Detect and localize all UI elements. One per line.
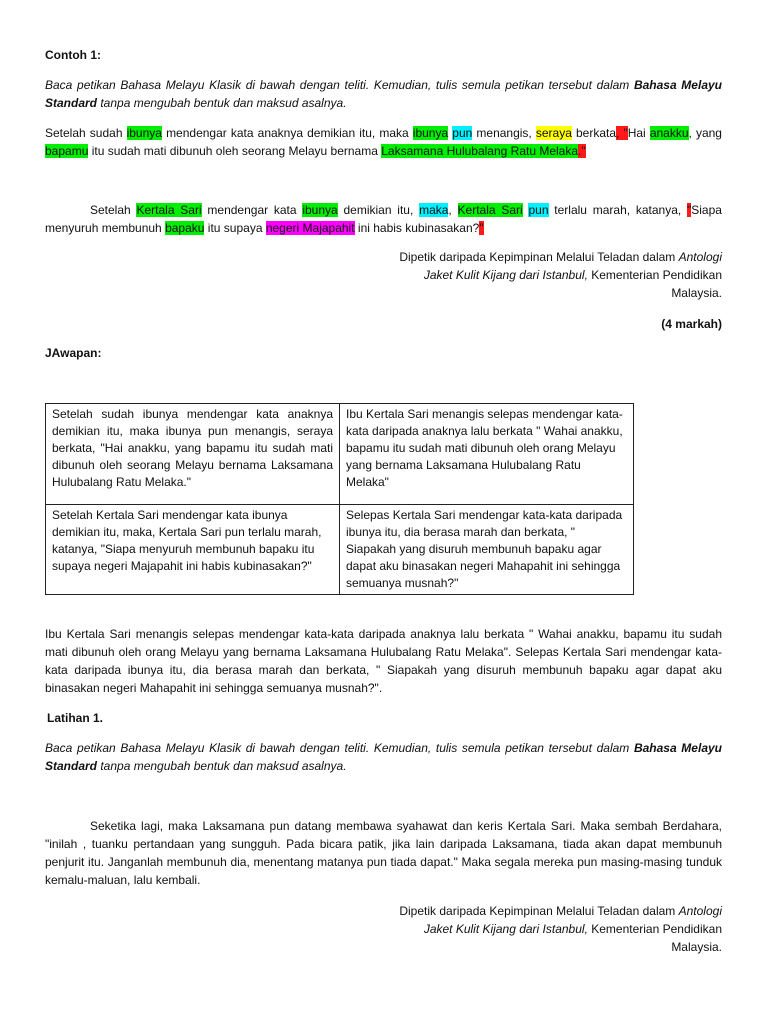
highlight-laksamana: Laksamana Hulubalang Ratu Melaka: [381, 144, 579, 158]
highlight-negeri-majapahit: negeri Majapahit: [265, 221, 355, 235]
table-cell-standard: Selepas Kertala Sari mendengar kata-kata daripada ibunya itu, dia berasa marah dan berkata, " Siapakah yang disuruh membunuh bapaku agar dapat aku binasakan negeri Mahapahit ini sehingga semuanya musnah?": [340, 505, 634, 595]
contoh-paragraph-2: Setelah Kertala Sari mendengar kata ibunya demikian itu, maka, Kertala Sari pun terlalu marah, katanya, "Siapa menyuruh membunuh bapaku itu supaya negeri Majapahit ini habis kubinasakan?": [45, 203, 722, 235]
contoh-paragraph-1: Setelah sudah ibunya mendengar kata anaknya demikian itu, maka ibunya pun menangis, seraya berkata, "Hai anakku, yang bapamu itu sudah mati dibunuh oleh seorang Melayu bernama Laksamana Hulubalang Ratu Melaka.": [45, 126, 722, 158]
latihan-source-citation: Dipetik daripada Kepimpinan Melalui Teladan dalam Antologi Jaket Kulit Kijang dari Istanbul, Kementerian Pendidikan Malaysia.: [399, 904, 722, 954]
highlight-bapaku: bapaku: [165, 221, 205, 235]
table-row: [46, 404, 634, 505]
highlight-ibunya: ibunya: [302, 203, 338, 217]
highlight-bapamu: bapamu: [45, 144, 89, 158]
table-row: [46, 505, 634, 595]
highlight-kertala-sari: Kertala Sari: [457, 203, 523, 217]
jawapan-summary: Ibu Kertala Sari menangis selepas mendengar kata-kata daripada anaknya lalu berkata " Wahai anakku, bapamu itu sudah mati dibunuh oleh orang Melayu yang bernama Laksamana Hulubalang Ratu Melaka". Selepas Kertala Sari mendengar kata-kata daripada ibunya itu, dia berasa marah dan berkata, " Siapakah yang disuruh membunuh bapaku agar dapat aku binasakan negeri Mahapahit ini sehingga semuanya musnah?".: [45, 627, 722, 695]
latihan-instruction: Baca petikan Bahasa Melayu Klasik di bawah dengan teliti. Kemudian, tulis semula petikan tersebut dalam Bahasa Melayu Standard tanpa mengubah bentuk dan maksud asalnya.: [45, 741, 722, 773]
table-cell-standard: Ibu Kertala Sari menangis selepas mendengar kata-kata daripada anaknya lalu berkata " Wahai anakku, bapamu itu sudah mati dibunuh oleh orang Melayu yang bernama Laksamana Hulubalang Ratu Melaka": [340, 404, 634, 505]
highlight-punctuation: , ": [616, 126, 628, 140]
latihan-passage: Seketika lagi, maka Laksamana pun datang membawa syahawat dan keris Kertala Sari. Maka sembah Berdahara, "inilah , tuanku pertandaan yang sungguh. Pada bicara patik, jika lain daripada Laksamana, tiada akan dapat membunuh penjurit itu. Janganlah membunuh dia, menentang matanya pun tiada dapat." Maka segala mereka pun masing-masing tunduk kemalu-maluan, lalu kembali.: [45, 819, 722, 887]
table-cell-original: Setelah Kertala Sari mendengar kata ibunya demikian itu, maka, Kertala Sari pun terlalu marah, katanya, "Siapa menyuruh membunuh bapaku itu supaya negeri Majapahit ini habis kubinasakan?": [46, 505, 340, 595]
highlight-maka: maka: [419, 203, 449, 217]
highlight-punctuation: .": [578, 144, 586, 158]
highlight-punctuation: ": [479, 221, 484, 235]
highlight-pun: pun: [452, 126, 473, 140]
contoh-instruction: Baca petikan Bahasa Melayu Klasik di bawah dengan teliti. Kemudian, tulis semula petikan tersebut dalam Bahasa Melayu Standard tanpa mengubah bentuk dan maksud asalnya.: [45, 78, 722, 110]
highlight-ibunya: ibunya: [412, 126, 449, 140]
table-cell-original: Setelah sudah ibunya mendengar kata anaknya demikian itu, maka ibunya pun menangis, seraya berkata, "Hai anakku, yang bapamu itu sudah mati dibunuh oleh seorang Melayu bernama Laksamana Hulubalang Ratu Melaka.": [46, 404, 340, 505]
contoh-heading: Contoh 1:: [45, 48, 101, 62]
highlight-anakku: anakku: [649, 126, 689, 140]
answer-table: [45, 403, 634, 595]
highlight-ibunya: ibunya: [126, 126, 162, 140]
contoh-source-citation: Dipetik daripada Kepimpinan Melalui Teladan dalam Antologi Jaket Kulit Kijang dari Istanbul, Kementerian Pendidikan Malaysia.: [399, 250, 722, 300]
highlight-pun: pun: [528, 203, 549, 217]
jawapan-heading: JAwapan:: [45, 346, 102, 360]
marks-label: (4 markah): [661, 317, 722, 331]
highlight-kertala-sari: Kertala Sari: [136, 203, 202, 217]
latihan-heading: Latihan 1.: [47, 711, 104, 725]
highlight-seraya: seraya: [535, 126, 572, 140]
highlight-punctuation: ": [687, 203, 692, 217]
